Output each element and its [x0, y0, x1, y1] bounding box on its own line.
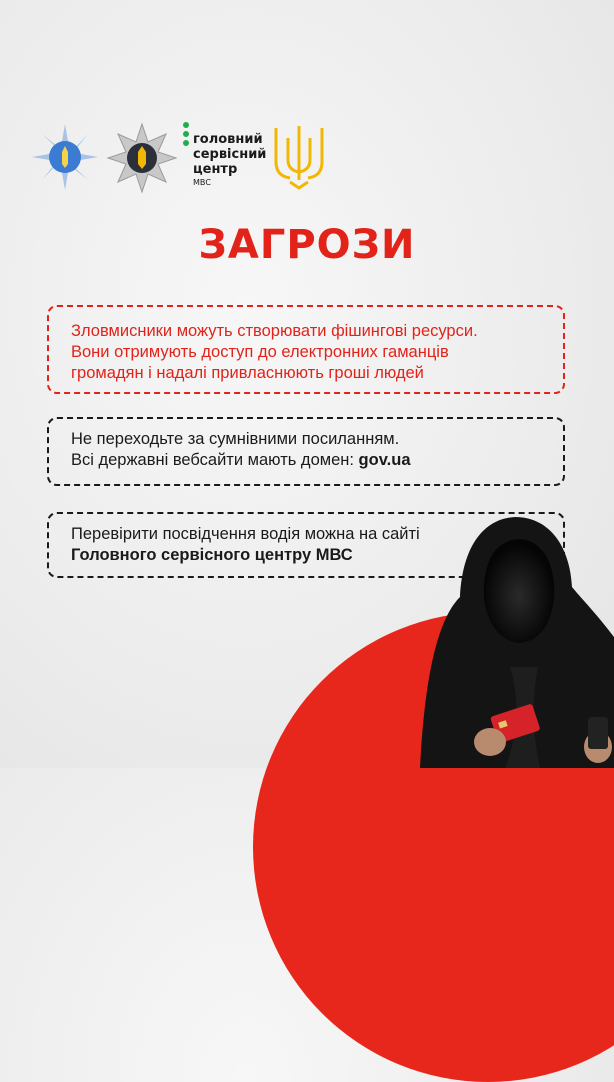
threat-line2: Вони отримують доступ до електронних гаманців — [71, 343, 449, 361]
check-line1: Перевірити посвідчення водія можна на сайті — [71, 525, 420, 543]
hsc-logo-dots-icon — [183, 122, 191, 149]
logo-small: МВС — [193, 178, 211, 187]
threat-line3: громадян і надалі привласнюють гроші людей — [71, 364, 424, 382]
logo-line1: головний — [193, 132, 263, 147]
mvs-emblem-icon — [30, 122, 100, 192]
police-emblem-icon — [106, 122, 178, 194]
hacker-figure-icon — [420, 517, 614, 768]
logo-line2: сервісний — [193, 147, 267, 162]
trident-icon — [270, 124, 328, 190]
check-line2: Головного сервісного центру МВС — [71, 546, 353, 564]
threat-box — [47, 305, 565, 394]
logo-line3: центр — [193, 162, 238, 177]
advice-box — [47, 417, 565, 486]
advice-line2 — [71, 450, 549, 471]
page-title: ЗАГРОЗИ — [198, 222, 416, 268]
threat-line1: Зловмисники можуть створювати фішингові ресурси. — [71, 322, 478, 340]
hsc-logo-text — [193, 132, 266, 189]
advice-prefix: Всі державні вебсайти мають домен: — [71, 451, 359, 469]
domain-text: gov.ua — [358, 451, 411, 469]
advice-line1: Не переходьте за сумнівними посиланням. — [71, 430, 400, 448]
